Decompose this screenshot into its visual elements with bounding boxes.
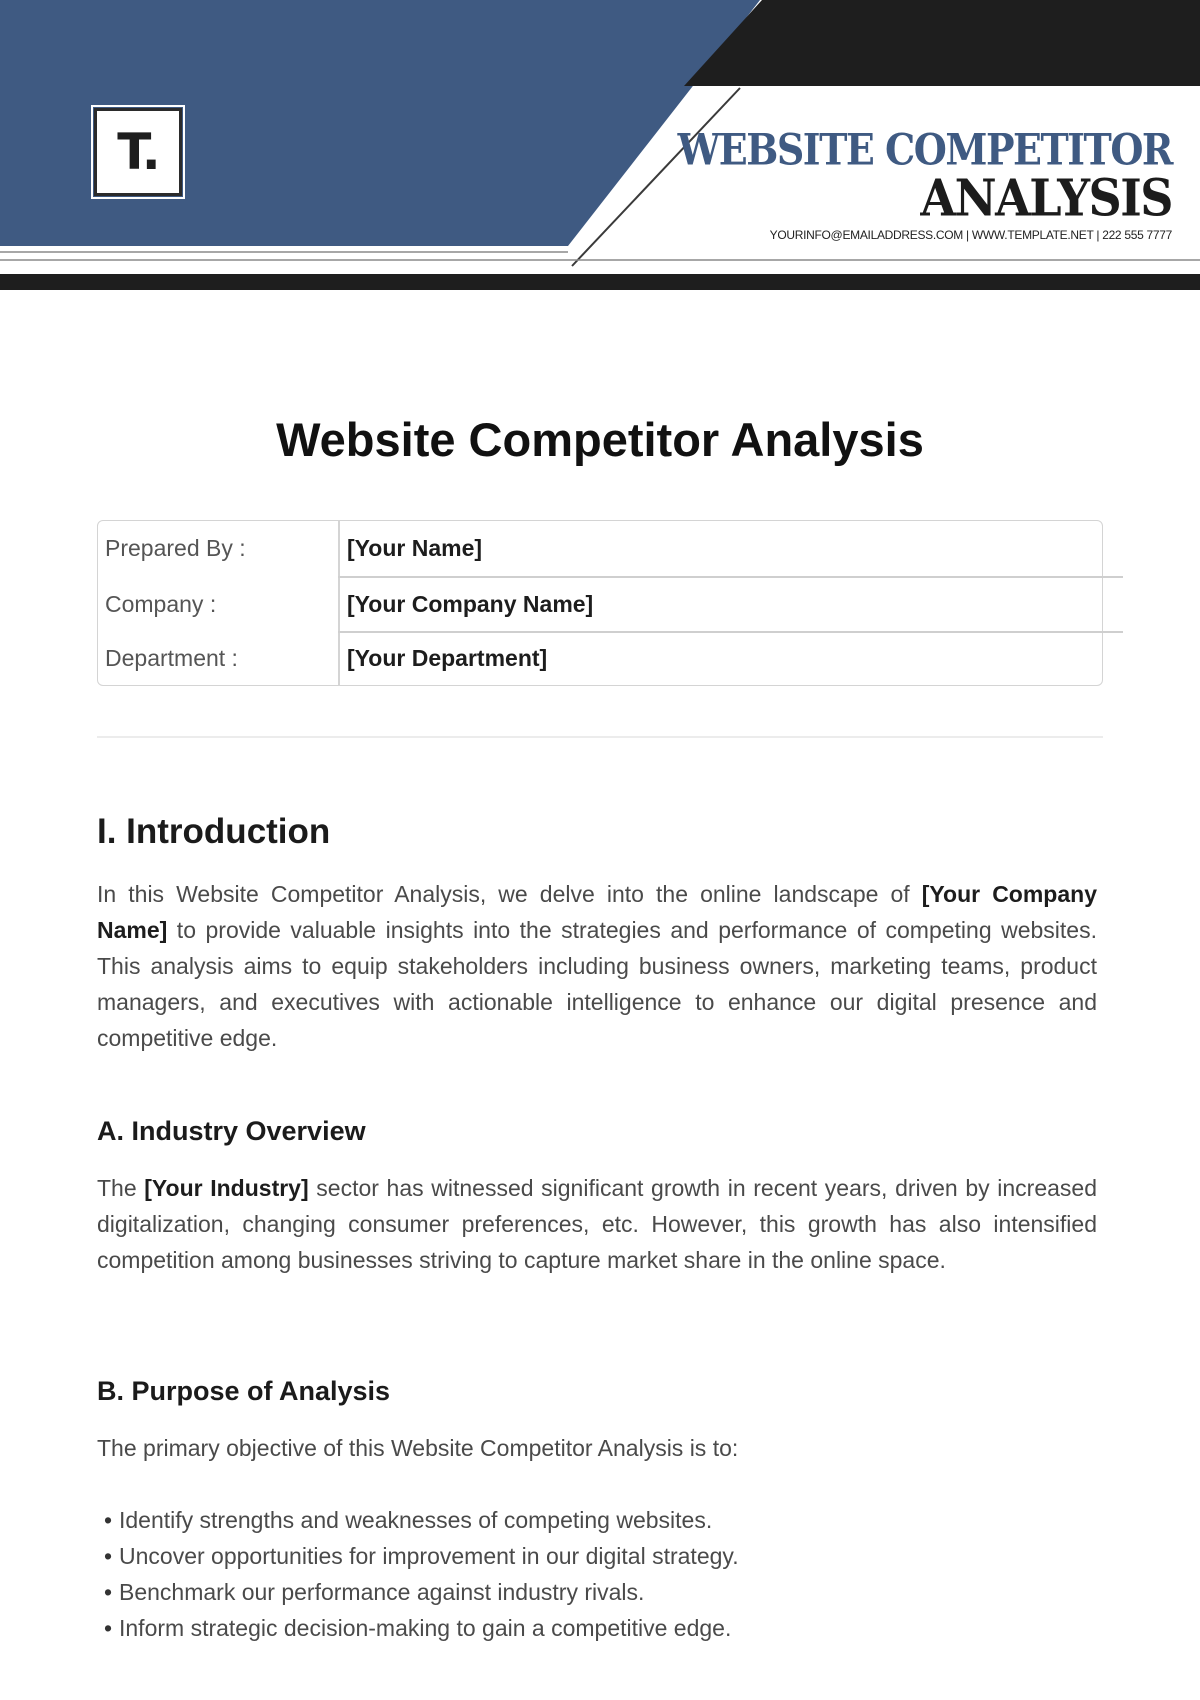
introduction-heading: I. Introduction <box>97 812 331 851</box>
list-item-text: Inform strategic decision-making to gain a competitive edge. <box>119 1615 732 1641</box>
text-run: to provide valuable insights into the strategies and performance of competing websites. This analysis aims to equip stakeholders including business owners, marketing teams, product managers, and executives with actionable intelligence to enhance our digital presence and competitive edge. <box>97 917 1097 1051</box>
bullet-icon: • <box>103 1615 113 1641</box>
company-logo <box>94 108 182 196</box>
list-item <box>97 1502 1097 1538</box>
banner-title-line2: ANALYSIS <box>920 168 1172 228</box>
text-run: sector has witnessed significant growth in recent years, driven by increased digitalization, changing consumer preferences, etc. However, this growth has also intensified competition among businesses striving to capture market share in the online space. <box>97 1175 1097 1273</box>
industry-overview-heading: A. Industry Overview <box>97 1116 366 1146</box>
list-item <box>97 1574 1097 1610</box>
info-row-company <box>98 577 1102 633</box>
industry-placeholder: [Your Industry] <box>144 1175 309 1201</box>
company-name-placeholder: [Your Company Name] <box>97 881 1097 943</box>
text-run: In this Website Competitor Analysis, we delve into the online landscape of <box>97 881 922 907</box>
bullet-icon: • <box>103 1543 113 1569</box>
info-value: [Your Department] <box>347 645 548 671</box>
list-item-text: Uncover opportunities for improvement in our digital strategy. <box>119 1543 739 1569</box>
banner-title-line1: WEBSITE COMPETITOR <box>677 124 1172 175</box>
bullet-icon: • <box>103 1507 113 1533</box>
purpose-heading: B. Purpose of Analysis <box>97 1376 391 1406</box>
info-label: Prepared By : <box>105 535 246 561</box>
info-table <box>97 520 1103 686</box>
industry-overview-paragraph <box>97 1170 1097 1278</box>
header-banner <box>0 0 1200 300</box>
logo-text: T. <box>117 123 159 181</box>
text-run: The <box>97 1175 145 1201</box>
info-row-prepared-by <box>98 521 1102 577</box>
section-divider <box>97 736 1103 738</box>
document-title: Website Competitor Analysis <box>276 413 924 466</box>
list-item <box>97 1610 1097 1646</box>
info-label: Company : <box>105 591 217 617</box>
list-item-text: Identify strengths and weaknesses of competing websites. <box>119 1507 713 1533</box>
info-value: [Your Company Name] <box>347 591 594 617</box>
purpose-bullet-list <box>97 1502 1097 1646</box>
list-item-text: Benchmark our performance against industry rivals. <box>119 1579 645 1605</box>
info-label: Department : <box>105 645 238 671</box>
info-value: [Your Name] <box>347 535 483 561</box>
list-item <box>97 1538 1097 1574</box>
purpose-intro: The primary objective of this Website Competitor Analysis is to: <box>97 1435 739 1461</box>
bullet-icon: • <box>103 1579 113 1605</box>
info-row-department <box>98 631 1102 687</box>
banner-contact-info: YOURINFO@EMAILADDRESS.COM | WWW.TEMPLATE.NET | 222 555 7777 <box>769 228 1172 242</box>
introduction-paragraph <box>97 876 1097 1056</box>
